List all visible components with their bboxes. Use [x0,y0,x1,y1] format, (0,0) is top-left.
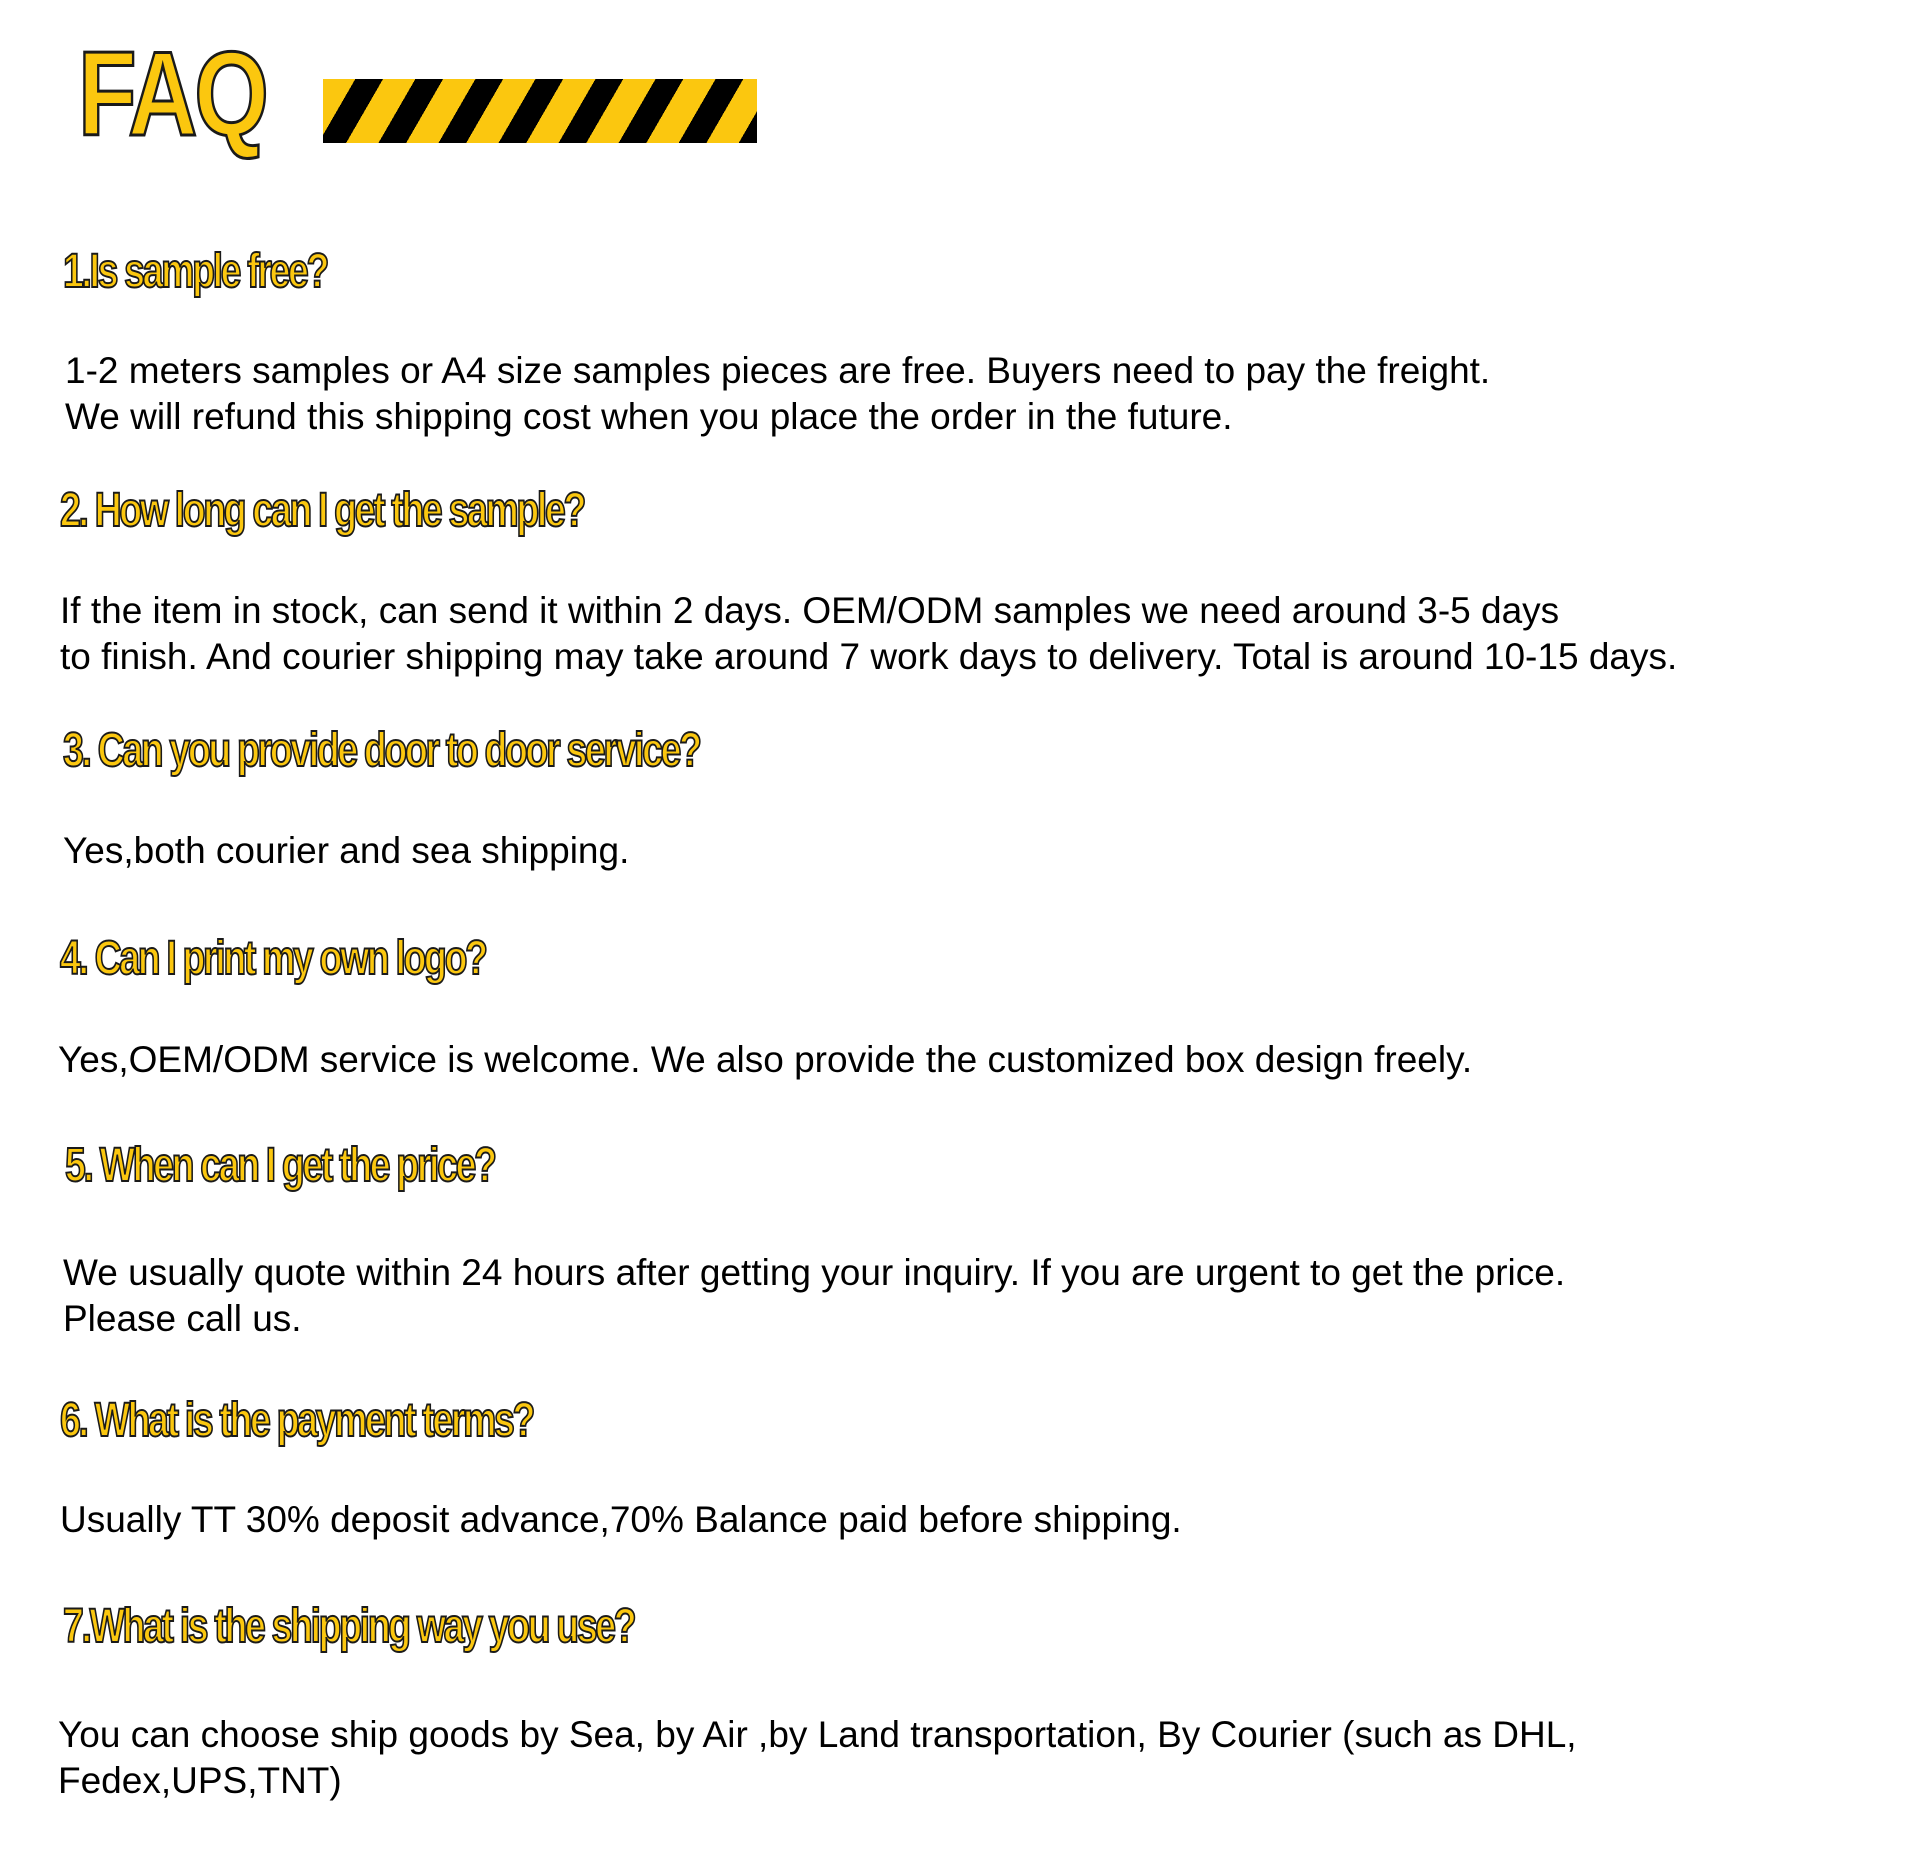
answer-7-line-1: You can choose ship goods by Sea, by Air ,by Land transportation, By Courier (such as DHL, [58,1714,1577,1755]
answer-4-line-1: Yes,OEM/ODM service is welcome. We also provide the customized box design freely. [58,1039,1473,1080]
answer-5-line-1: We usually quote within 24 hours after getting your inquiry. If you are urgent to get the price. [63,1252,1566,1293]
answer-7 [58,1712,1577,1804]
answer-2-line-2: to finish. And courier shipping may take around 7 work days to delivery. Total is around 10-15 days. [60,636,1678,677]
answer-1-line-2: We will refund this shipping cost when you place the order in the future. [65,396,1233,437]
question-5-title: 5. When can I get the price? [65,1139,495,1192]
answer-5-line-2: Please call us. [63,1298,302,1339]
hazard-stripe-bar [323,79,757,143]
answer-7-line-2: Fedex,UPS,TNT) [58,1760,342,1801]
answer-3-line-1: Yes,both courier and sea shipping. [63,830,630,871]
question-4-title: 4. Can I print my own logo? [60,932,486,985]
answer-2 [60,588,1677,680]
answer-6-line-1: Usually TT 30% deposit advance,70% Balance paid before shipping. [60,1499,1182,1540]
question-3-title: 3. Can you provide door to door service? [63,724,700,777]
faq-heading: FAQ [78,27,266,161]
question-6-title: 6. What is the payment terms? [60,1394,534,1447]
answer-1 [65,348,1490,440]
question-7-title: 7.What is the shipping way you use? [63,1600,635,1653]
question-1-title: 1.Is sample free? [63,245,328,298]
answer-4 [58,1037,1472,1083]
answer-5 [63,1250,1565,1342]
answer-6 [60,1497,1182,1543]
answer-3 [63,828,629,874]
question-2-title: 2. How long can I get the sample? [60,484,585,537]
answer-1-line-1: 1-2 meters samples or A4 size samples pieces are free. Buyers need to pay the freight. [65,350,1491,391]
answer-2-line-1: If the item in stock, can send it within 2 days. OEM/ODM samples we need around 3-5 days [60,590,1560,631]
